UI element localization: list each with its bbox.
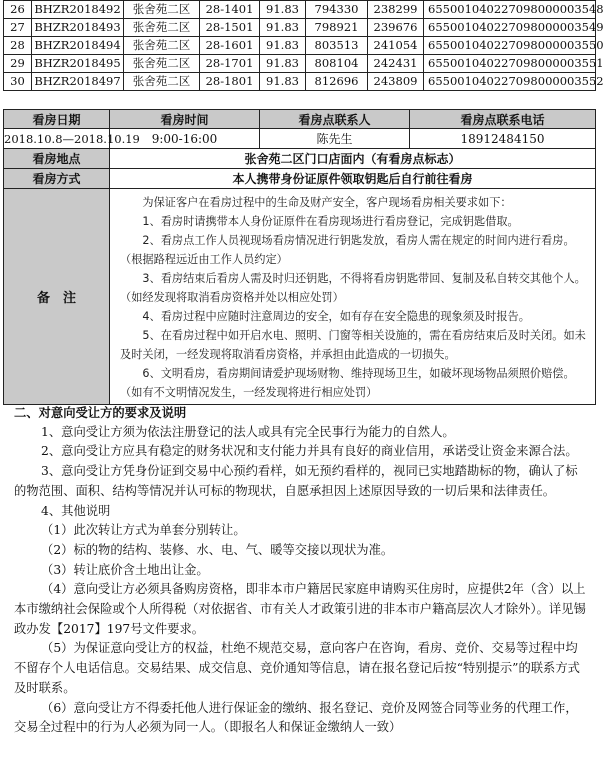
place-label: 看房地点 xyxy=(4,149,110,169)
requirements-section xyxy=(14,403,588,738)
notes-line: 为保证客户在看房过程中的生命及财产安全，客户现场看房相关要求如下： xyxy=(142,196,512,209)
cell-area: 张舍苑二区 xyxy=(124,19,200,37)
table-row xyxy=(4,37,596,55)
notes-line: 3、看房结束后看房人需及时归还钥匙，不得将看房钥匙带回、复制及私自转交其他个人。（如经发现将取消看房资格并处以相应处罚） xyxy=(120,272,586,304)
cell-area: 张舍苑二区 xyxy=(124,1,200,19)
cell-code: BHZR2018494 xyxy=(32,37,124,55)
time-label: 看房时间 xyxy=(110,110,260,129)
cell-area: 张舍苑二区 xyxy=(124,55,200,73)
cell-code: BHZR2018493 xyxy=(32,19,124,37)
requirement-item: （1）此次转让方式为单套分别转让。 xyxy=(41,523,246,538)
viewing-place: 张舍苑二区门口店面内（有看房点标志） xyxy=(110,149,596,169)
cell-unit: 28-1801 xyxy=(200,73,260,91)
requirement-item: 2、意向受让方应具有稳定的财务状况和支付能力并具有良好的商业信用，承诺受让资金来源合法。 xyxy=(41,444,578,459)
cell-id: 655001040227098000003551 xyxy=(424,55,596,73)
phone-label: 看房点联系电话 xyxy=(410,110,596,129)
notes-line: 5、在看房过程中如开启水电、照明、门窗等相关设施的，需在看房结束后及时关闭。如未及时关闭，一经发现将取消看房资格，并承担由此造成的一切损失。 xyxy=(120,329,586,361)
listing-table xyxy=(3,0,604,91)
cell-v1: 812696 xyxy=(306,73,368,91)
date-label: 看房日期 xyxy=(4,110,110,129)
cell-v2: 243809 xyxy=(368,73,424,91)
requirement-item: （5）为保证意向受让方的权益，杜绝不规范交易，意向客户在咨询，看房、竞价、交易等过程中均不留存个人电话信息。交易结果、成交信息、竞价通知等信息，请在报名登记后按“特别提示”的联系方式及时联系。 xyxy=(14,641,580,695)
cell-no: 26 xyxy=(4,1,32,19)
requirement-item: （4）意向受让方必须具备购房资格，即非本市户籍居民家庭申请购买住房时，应提供2年（含）以上本市缴纳社会保险或个人所得税（对依据省、市有关人才政策引进的非本市户籍高层次人才除外）。详见锡政办发【2017】197号文件要求。 xyxy=(14,582,586,636)
notes-line: 6、文明看房，看房期间请爱护现场财物、维持现场卫生，如破坏现场物品须照价赔偿。（如有不文明情况发生，一经发现将进行相应处罚） xyxy=(120,367,575,399)
cell-unit: 28-1601 xyxy=(200,37,260,55)
cell-unit: 28-1501 xyxy=(200,19,260,37)
viewing-phone: 18912484150 xyxy=(410,129,596,149)
viewing-contact: 陈先生 xyxy=(260,129,410,149)
notes-content xyxy=(110,189,596,405)
notes-label: 备 注 xyxy=(4,189,110,405)
notes-line: 4、看房过程中应随时注意周边的安全，如有存在安全隐患的现象须及时报告。 xyxy=(142,310,530,323)
viewing-date: 2018.10.8—2018.10.19 xyxy=(4,129,110,149)
table-row xyxy=(4,1,596,19)
cell-id: 655001040227098000003550 xyxy=(424,37,596,55)
cell-v2: 238299 xyxy=(368,1,424,19)
requirement-item: （2）标的物的结构、装修、水、电、气、暖等交接以现状为准。 xyxy=(41,542,394,557)
cell-v1: 794330 xyxy=(306,1,368,19)
cell-v1: 803513 xyxy=(306,37,368,55)
method-label: 看房方式 xyxy=(4,169,110,189)
cell-code: BHZR2018492 xyxy=(32,1,124,19)
requirement-item: （3）转让底价含土地出让金。 xyxy=(41,562,209,577)
cell-v2: 242431 xyxy=(368,55,424,73)
cell-size: 91.83 xyxy=(260,37,306,55)
cell-no: 29 xyxy=(4,55,32,73)
cell-size: 91.83 xyxy=(260,73,306,91)
table-row xyxy=(4,19,596,37)
cell-v1: 808104 xyxy=(306,55,368,73)
notes-line: 2、看房点工作人员视现场看房情况进行钥匙发放，看房人需在规定的时间内进行看房。（根据路程远近由工作人员约定） xyxy=(120,234,575,266)
cell-id: 655001040227098000003552 xyxy=(424,73,596,91)
cell-v1: 798921 xyxy=(306,19,368,37)
cell-size: 91.83 xyxy=(260,55,306,73)
requirement-item: （6）意向受让方不得委托他人进行保证金的缴纳、报名登记、竞价及网签合同等业务的代理工作，交易全过程中的行为人必须为同一人。（即报名人和保证金缴纳人一致） xyxy=(14,700,578,735)
contact-label: 看房点联系人 xyxy=(260,110,410,129)
cell-unit: 28-1701 xyxy=(200,55,260,73)
viewing-method: 本人携带身份证原件领取钥匙后自行前往看房 xyxy=(110,169,596,189)
cell-area: 张舍苑二区 xyxy=(124,73,200,91)
cell-v2: 239676 xyxy=(368,19,424,37)
requirement-item: 1、意向受让方须为依法注册登记的法人或具有完全民事行为能力的自然人。 xyxy=(41,424,455,439)
requirement-item: 3、意向受让方凭身份证到交易中心预约看样，如无预约看样的，视同已实地踏勘标的物，确认了标的物范围、面积、结构等情况并认可标的物现状，自愿承担因上述原因导致的一切后果和法律责任。 xyxy=(14,464,578,498)
cell-no: 27 xyxy=(4,19,32,37)
cell-size: 91.83 xyxy=(260,1,306,19)
cell-v2: 241054 xyxy=(368,37,424,55)
notes-line: 1、看房时请携带本人身份证原件在看房现场进行看房登记，完成钥匙借取。 xyxy=(142,215,519,228)
section-heading: 二、对意向受让方的要求及说明 xyxy=(14,405,187,420)
cell-no: 28 xyxy=(4,37,32,55)
cell-unit: 28-1401 xyxy=(200,1,260,19)
table-row xyxy=(4,55,596,73)
viewing-time: 9:00-16:00 xyxy=(110,129,260,149)
cell-size: 91.83 xyxy=(260,19,306,37)
cell-no: 30 xyxy=(4,73,32,91)
cell-area: 张舍苑二区 xyxy=(124,37,200,55)
cell-code: BHZR2018497 xyxy=(32,73,124,91)
cell-id: 655001040227098000003549 xyxy=(424,19,596,37)
requirement-item: 4、其他说明 xyxy=(41,503,111,518)
cell-id: 655001040227098000003548 xyxy=(424,1,596,19)
table-row xyxy=(4,73,596,91)
cell-code: BHZR2018495 xyxy=(32,55,124,73)
viewing-table xyxy=(3,109,596,405)
